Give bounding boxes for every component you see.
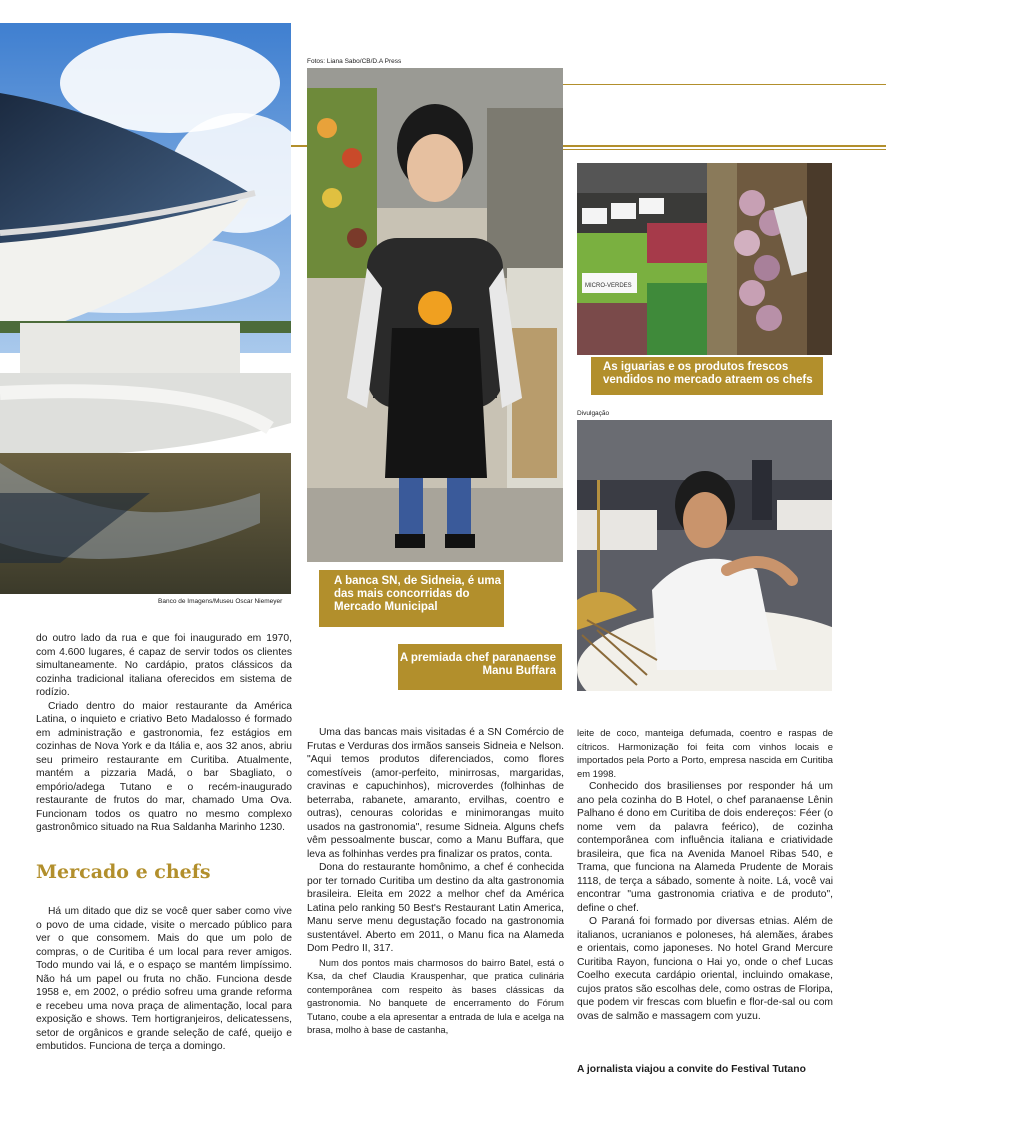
- chef-caption-text: A premiada chef paranaense Manu Buffara: [399, 652, 556, 677]
- market-photo-credit: Fotos: Liana Sabo/CB/D.A Press: [307, 58, 402, 65]
- microgreens-photo-illustration: [577, 163, 707, 355]
- col1-paragraph-3: Há um ditado que diz se você quer saber como vive o povo de uma cidade, visite o mercado público para ver o que consomem. Mais do que um polo de compras, o de Curitiba é um local para rever amigos. Todo mundo vai lá, e o espaço se mantém limpíssimo. Não há um papel ou fruta no chão. Funciona desde 1958 e, em 2002, o prédio sofreu uma grande reforma e recebeu uma nova praça de alimentação, local para exposição e shows. Tem hortigranjeiros, delicatessens, setor de orgânicos e grande seleção de café, queijo e embutidos. Funciona de terça a domingo.: [36, 906, 292, 1052]
- article-column-3: [577, 726, 833, 1023]
- vendor-photo: [307, 68, 563, 562]
- author-footnote: A jornalista viajou a convite do Festival Tutano: [577, 1064, 806, 1075]
- col3-paragraph-3: O Paraná foi formado por diversas etnias. Além de italianos, ucranianos e poloneses, há alemães, árabes e orientais, como japoneses. No hotel Grand Mercure Curitiba Rayon, funciona o Hai yo, onde o chef Lucas Coelho executa cardápio oriental, incluindo omakase, cujos pratos são escolhas dele, como ostras de Floripa, que podem vir frescas com bluefin e flor-de-sal ou com ovas de salmão e massagem com yuzu.: [577, 916, 833, 1022]
- section-heading: Mercado e chefs: [36, 861, 211, 883]
- sidneia-caption-text: A banca SN, de Sidneia, é uma das mais concorridas do Mercado Municipal: [334, 575, 502, 613]
- museum-photo: [0, 23, 291, 594]
- museum-photo-credit: Banco de Imagens/Museu Oscar Niemeyer: [158, 598, 283, 605]
- article-column-1-cont: [36, 905, 292, 1054]
- chef-caption: [398, 644, 562, 690]
- gold-rule-left: [291, 145, 307, 147]
- vendor-photo-illustration: [307, 68, 563, 562]
- market-products-caption: [591, 357, 823, 395]
- col3-paragraph-2: Conhecido dos brasilienses por responder há um ano pela cozinha do B Hotel, o chef paranaense Lênin Palhano é dono em Curitiba de dois endereços: Féer (o nome vem da palavra feérico), de cozinha contemporânea com influência italiana e criatividade brasileira, que fica na Avenida Manoel Ribas 540, e Trama, que funciona na Alameda Prudente de Morais 1118, de terça a sábado, somente à noite. Lá, você vai encontrar "uma gastronomia criativa e de produto", define o chef.: [577, 781, 833, 914]
- top-rule: [563, 84, 886, 85]
- col2-paragraph-3: Num dos pontos mais charmosos do bairro Batel, está o Ksa, da chef Claudia Krauspenhar, que pratica culinária contemporânea com respeito às bases clássicas da gastronomia. No banquete de encerramento do Fórum Tutano, coube a ela apresentar a entrada de lula e acelga na brasa, molho à base de castanha,: [307, 956, 564, 1035]
- chef-photo-illustration: [577, 420, 832, 691]
- market-products-caption-text: As iguarias e os produtos frescos vendidos no mercado atraem os chefs: [603, 361, 813, 386]
- col2-paragraph-1: Uma das bancas mais visitadas é a SN Comércio de Frutas e Verduras dos irmãos sanseis Sidneia e Nelson. "Aqui temos produtos diferenciados, como flores comestíveis (amor-perfeito, minirrosas, margaridas, cravinas e capuchinhos), microverdes (folhinhas de beterraba, rabanete, amaranto, ervilhas, coentro e outras), cenouras coloridas e minimorangas muito usados na gastronomia", resume Sidneia. Alguns chefs vêm pessoalmente buscar, como a Manu Buffara, que leva as folhinhas verdes pra finalizar os pratos, conta.: [307, 727, 564, 860]
- col1-paragraph-2: Criado dentro do maior restaurante da América Latina, o inquieto e criativo Beto Madalosso é formado em administração e gastronomia, fez estágios em cozinhas de Nova York e da Itália e, aos 32 anos, abriu seu primeiro restaurante em Curitiba. Atualmente, mantém a pizzaria Madá, o bar Sbagliato, o empório/adega Tutano e o recém-inaugurado restaurante de frutos do mar, chamado Uma Ova. Funcionam todos os quatro no mesmo complexo gastronômico situado na Rua Saldanha Marinho 1230.: [36, 700, 292, 833]
- museum-photo-illustration: [0, 23, 291, 594]
- gold-rule-right: [563, 145, 886, 147]
- microgreens-sign-text: MICRO-VERDES: [585, 283, 632, 289]
- col2-paragraph-2: Dona do restaurante homônimo, a chef é conhecida por ter tornado Curitiba um destino da alta gastronomia brasileira. Eleita em 2022 a melhor chef da América Latina pelo ranking 50 Best's Restaurant Latin America, Manu serve menu degustação focado na gastronomia sustentável. Aberto em 2011, o Manu fica na Alameda Dom Pedro II, 317.: [307, 862, 564, 954]
- garlic-photo-illustration: [707, 163, 832, 355]
- article-column-2: [307, 726, 564, 1037]
- chef-photo: [577, 420, 832, 691]
- chef-photo-credit: Divulgação: [577, 410, 610, 417]
- microgreens-photo: [577, 163, 707, 355]
- garlic-photo: [707, 163, 832, 355]
- gold-rule-right-thin: [563, 149, 886, 150]
- col1-paragraph-1: do outro lado da rua e que foi inaugurado em 1970, com 4.600 lugares, é capaz de servir todos os clientes simultaneamente. No cardápio, pratos clássicos da cozinha tradicional italiana oferecidos em sistema de rodízio.: [36, 633, 292, 698]
- col3-paragraph-1: leite de coco, manteiga defumada, coentro e raspas de cítricos. Harmonização foi feita com vinhos locais e importados pela Porto a Porto, empresa nascida em Curitiba em 1998.: [577, 727, 833, 779]
- article-column-1: [36, 632, 292, 835]
- sidneia-caption: [319, 570, 504, 627]
